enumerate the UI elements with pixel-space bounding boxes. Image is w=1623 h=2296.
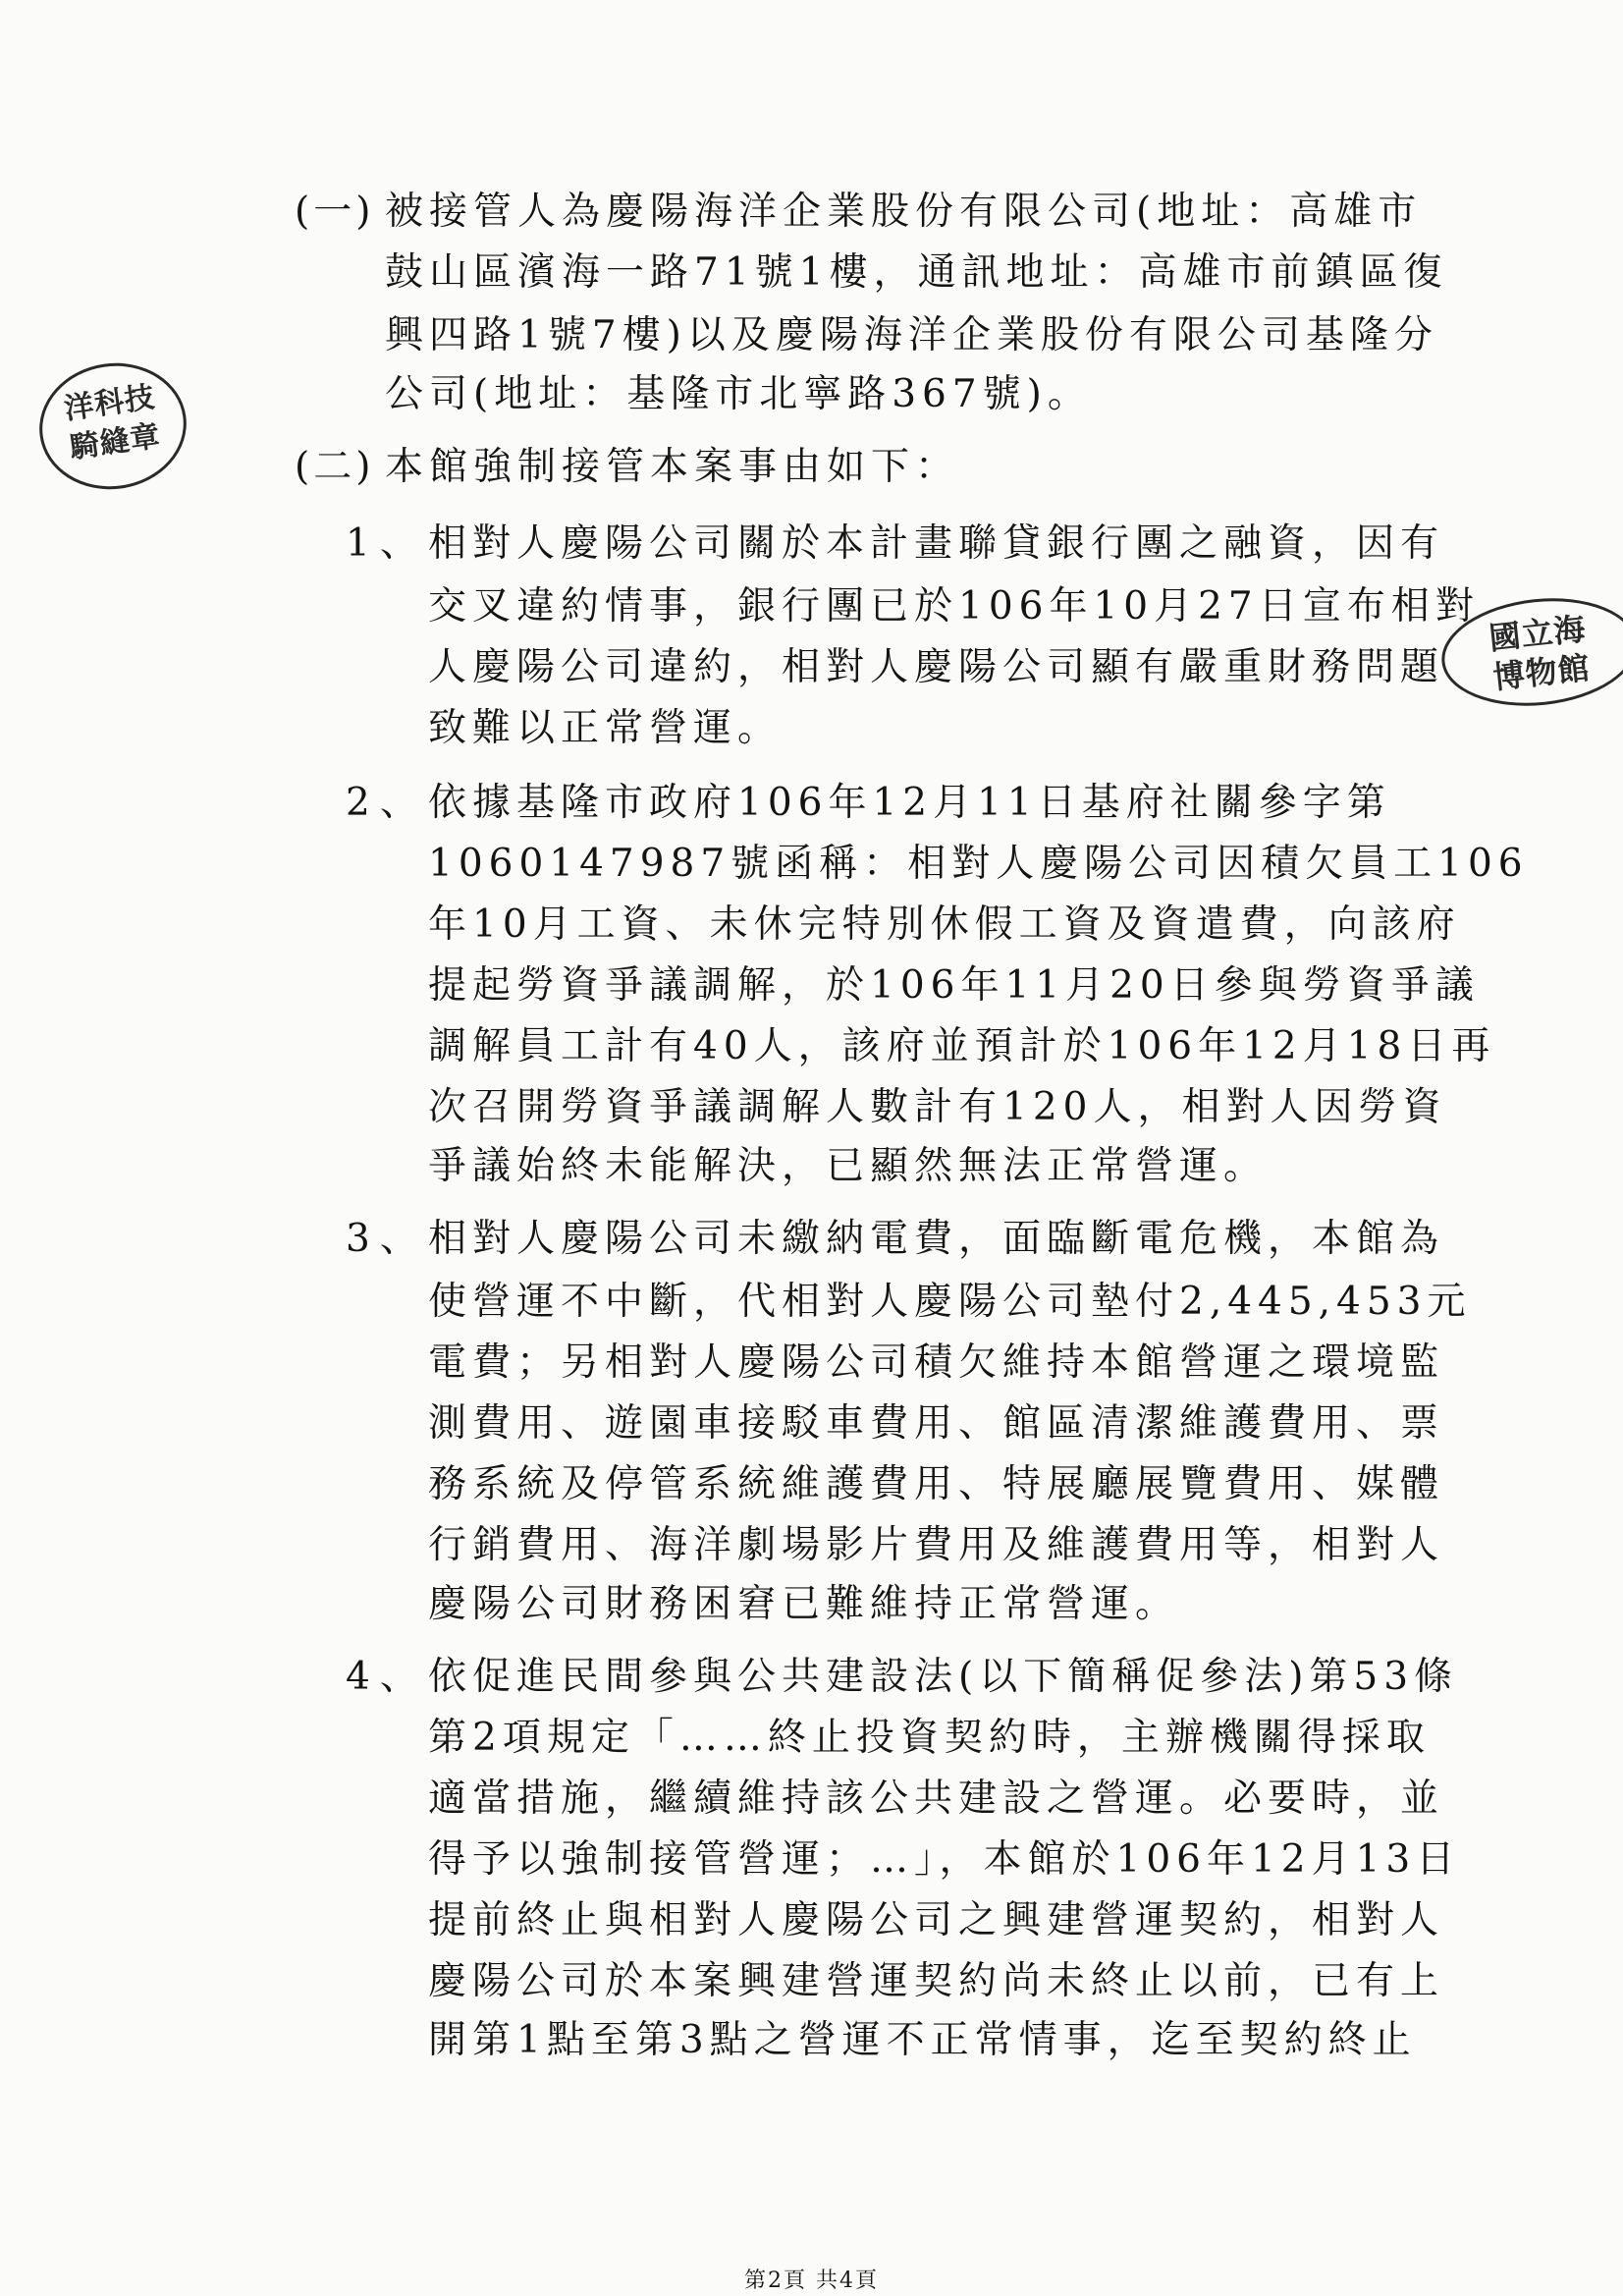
- item-line: 開第1點至第3點之營運不正常情事，迄至契約終止: [428, 2018, 1417, 2062]
- item-line: 電費；另相對人慶陽公司積欠維持本館營運之環境監: [428, 1340, 1445, 1385]
- item-line: 第2項規定「……終止投資契約時，主辦機關得採取: [428, 1716, 1431, 1760]
- section-line: 被接管人為慶陽海洋企業股份有限公司(地址：高雄市: [385, 190, 1423, 234]
- item-line: 爭議始終未能解決，已顯然無法正常營運。: [428, 1144, 1269, 1188]
- item-line: 提起勞資爭議調解，於106年11月20日參與勞資爭議: [428, 963, 1480, 1008]
- section-line: 興四路1號7樓)以及慶陽海洋企業股份有限公司基隆分: [385, 313, 1438, 357]
- section-marker: (一): [295, 190, 375, 234]
- item-number: 1、: [346, 521, 428, 566]
- museum-seal-stamp: 國立海 博物館: [1436, 589, 1623, 715]
- item-line: 測費用、遊園車接駁車費用、館區清潔維護費用、票: [428, 1401, 1445, 1446]
- item-line: 依促進民間參與公共建設法(以下簡稱促參法)第53條: [428, 1655, 1459, 1699]
- item-line: 使營運不中斷，代相對人慶陽公司墊付2,445,453元: [428, 1280, 1472, 1324]
- item-line: 致難以正常營運。: [428, 706, 783, 750]
- item-line: 慶陽公司於本案興建營運契約尚未終止以前，已有上: [428, 1959, 1445, 2003]
- item-line: 相對人慶陽公司未繳納電費，面臨斷電危機，本館為: [428, 1217, 1445, 1261]
- item-number: 4、: [346, 1655, 428, 1699]
- item-number: 2、: [346, 781, 428, 825]
- item-line: 慶陽公司財務困窘已難維持正常營運。: [428, 1582, 1180, 1626]
- item-line: 行銷費用、海洋劇場影片費用及維護費用等，相對人: [428, 1523, 1445, 1567]
- item-line: 年10月工資、未休完特別休假工資及資遣費，向該府: [428, 902, 1461, 947]
- item-line: 次召開勞資爭議調解人數計有120人，相對人因勞資: [428, 1085, 1447, 1129]
- section-line: 本館強制接管本案事由如下：: [385, 445, 960, 489]
- seam-seal-stamp: 洋科技 騎縫章: [31, 354, 194, 499]
- item-line: 提前終止與相對人慶陽公司之興建營運契約，相對人: [428, 1898, 1445, 1942]
- item-line: 得予以強制接管營運；…」，本館於106年12月13日: [428, 1837, 1461, 1882]
- item-line: 交叉違約情事，銀行團已於106年10月27日宣布相對: [428, 584, 1480, 629]
- item-line: 人慶陽公司違約，相對人慶陽公司顯有嚴重財務問題: [428, 645, 1445, 689]
- item-line: 務系統及停管系統維護費用、特展廳展覽費用、媒體: [428, 1462, 1445, 1506]
- item-number: 3、: [346, 1217, 428, 1261]
- item-line: 適當措施，繼續維持該公共建設之營運。必要時，並: [428, 1777, 1445, 1821]
- section-line: 公司(地址：基隆市北寧路367號)。: [385, 372, 1092, 416]
- item-line: 相對人慶陽公司關於本計畫聯貸銀行團之融資，因有: [428, 521, 1445, 566]
- item-line: 調解員工計有40人，該府並預計於106年12月18日再: [428, 1024, 1496, 1068]
- section-marker: (二): [295, 445, 375, 489]
- section-line: 鼓山區濱海一路71號1樓，通訊地址：高雄市前鎮區復: [385, 250, 1448, 295]
- page-number-footer: 第2頁 共4頁: [744, 2269, 879, 2293]
- item-line: 依據基隆市政府106年12月11日基府社關參字第: [428, 781, 1391, 825]
- item-line: 1060147987號函稱：相對人慶陽公司因積欠員工106: [428, 842, 1529, 886]
